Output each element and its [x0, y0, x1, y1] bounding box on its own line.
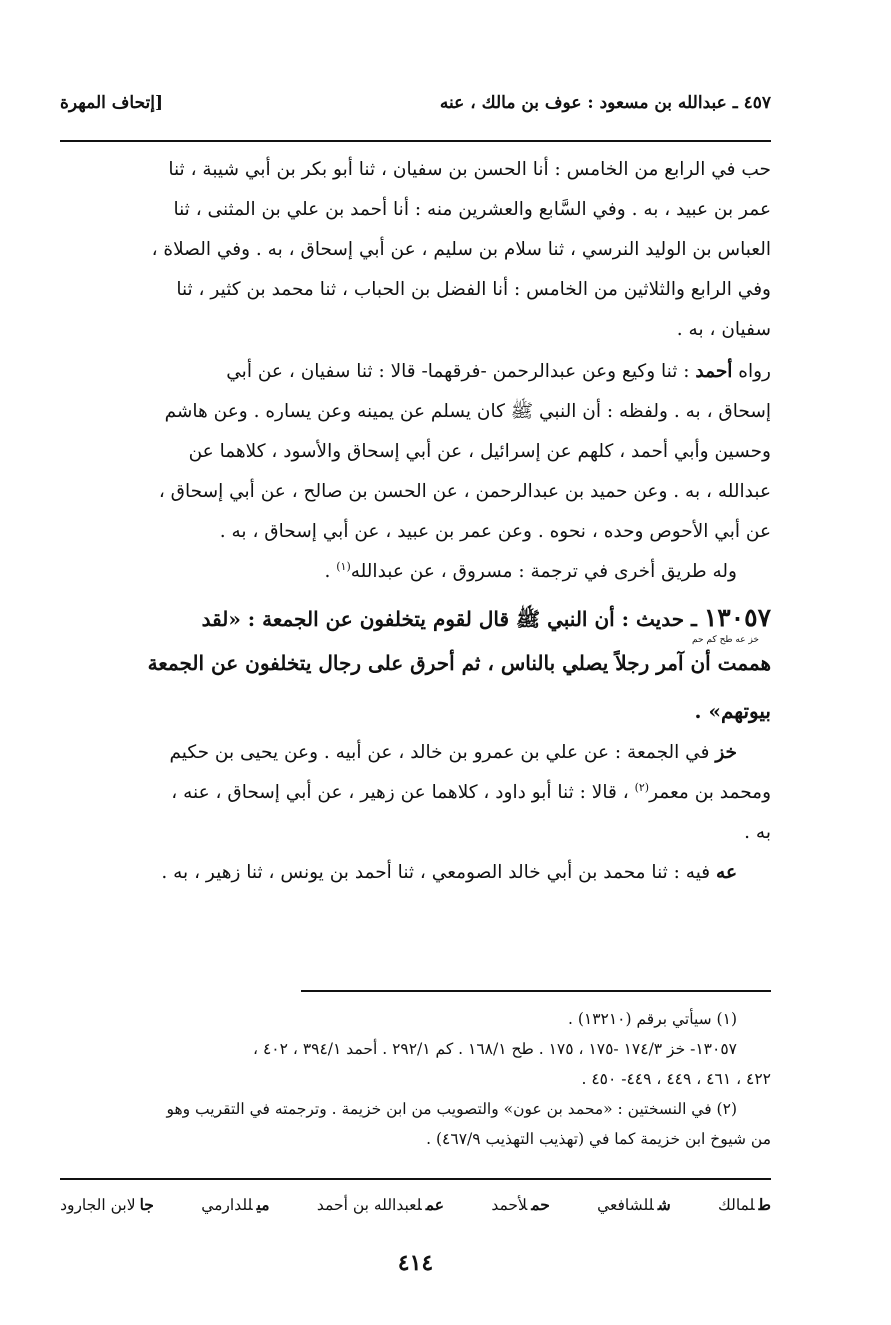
footnote: من شيوخ ابن خزيمة كما في (تهذيب التهذيب ٤٦٧/٩) . — [426, 1130, 771, 1148]
hadith-sigla: خز عه طح كم حم — [692, 635, 759, 645]
footnote: (١) سيأتي برقم (١٣٢١٠) . — [567, 1010, 737, 1028]
text-line: عمر بن عبيد ، به . وفي السَّابع والعشرين منه : أنا أحمد بن علي بن المثنى ، ثنا — [173, 199, 771, 220]
text-line: وله طريق أخرى في ترجمة : مسروق ، عن عبدالله$^{(١)}$ . — [324, 559, 737, 582]
text-line: وحسين وأبي أحمد ، كلهم عن إسرائيل ، عن أبي إسحاق والأسود ، كلاهما عن — [188, 441, 771, 462]
source-code: عه — [716, 862, 737, 883]
text-line: عبدالله ، به . وعن حميد بن عبدالرحمن ، عن الحسن بن صالح ، عن أبي إسحاق ، — [158, 481, 771, 502]
hadith-heading: ١٣٠٥٧ ـ حديث : أن النبي ﷺ قال لقوم يتخلفون عن الجمعة : «لقد — [201, 603, 771, 632]
text-line: عه فيه : ثنا محمد بن أبي خالد الصومعي ، ثنا أحمد بن يونس ، ثنا زهير ، به . — [161, 862, 737, 883]
text-line: وفي الرابع والثلاثين من الخامس : أنا الفضل بن الحباب ، ثنا محمد بن كثير ، ثنا — [176, 279, 771, 300]
text-line: حب في الرابع من الخامس : أنا الحسن بن سفيان ، ثنا أبو بكر بن أبي شيبة ، ثنا — [168, 159, 771, 180]
legend-item: ميللدارمي — [201, 1195, 270, 1214]
abbreviations-legend — [60, 1192, 771, 1218]
text-line: به . — [744, 822, 771, 843]
text-line: خز في الجمعة : عن علي بن عمرو بن خالد ، عن أبيه . وعن يحيى بن حكيم — [169, 742, 737, 763]
text-line: ومحمد بن معمر$^{(٢)}$ ، قالا : ثنا أبو داود ، كلاهما عن زهير ، عن أبي إسحاق ، عنه ، — [171, 780, 771, 803]
legend-item: حملأحمد — [491, 1195, 550, 1214]
legend-item: شللشافعي — [597, 1195, 671, 1214]
running-header — [60, 86, 771, 120]
document-page — [60, 0, 771, 1325]
text-line: إسحاق ، به . ولفظه : أن النبي ﷺ كان يسلم عن يمينه وعن يساره . وعن هاشم — [164, 401, 771, 422]
source-code: خز — [715, 742, 737, 763]
source-name: أحمد — [695, 361, 733, 382]
text-line: عن أبي الأحوص وحده ، نحوه . وعن عمر بن عبيد ، عن أبي إسحاق ، به . — [219, 521, 771, 542]
hadith-text-line: هممت أن آمر رجلاً يصلي بالناس ، ثم أحرق على رجال يتخلفون عن الجمعة — [147, 651, 771, 675]
header-divider — [60, 140, 771, 142]
legend-divider — [60, 1178, 771, 1180]
header-chapter-title: ٤٥٧ ـ عبدالله بن مسعود : عوف بن مالك ، عنه — [439, 93, 771, 113]
page-number: ٤١٤ — [397, 1250, 434, 1276]
legend-item: عملعبدالله بن أحمد — [316, 1195, 444, 1214]
hadith-text-line: بيوتهم» . — [694, 699, 771, 723]
legend-item: طلمالك — [718, 1195, 771, 1214]
text-line: رواه أحمد : ثنا وكيع وعن عبدالرحمن -فرقهما- قالا : ثنا سفيان ، عن أبي — [226, 361, 771, 382]
footnote: ١٣٠٥٧- خز ١٧٤/٣ -١٧٥ ، ١٧٥ . طح ١٦٨/١ . كم ٢٩٢/١ . أحمد ٣٩٤/١ ، ٤٠٢ ، — [253, 1040, 737, 1058]
header-book-title: [إتحاف المهرة — [60, 93, 164, 113]
main-text — [60, 150, 771, 893]
legend-item: جالابن الجارود — [60, 1195, 154, 1214]
text-line: سفيان ، به . — [676, 319, 771, 340]
footnotes — [60, 1004, 771, 1154]
hadith-number: ١٣٠٥٧ — [703, 603, 771, 632]
footnote: (٢) في النسختين : «محمد بن عون» والتصويب من ابن خزيمة . وترجمته في التقريب وهو — [166, 1100, 737, 1118]
footnote-ref: (١) — [336, 559, 351, 573]
text-line: العباس بن الوليد النرسي ، ثنا سلام بن سليم ، عن أبي إسحاق ، به . وفي الصلاة ، — [151, 239, 771, 260]
footnote: ٤٢٢ ، ٤٦١ ، ٤٤٩ ، ٤٤٩- ٤٥٠ . — [581, 1070, 771, 1088]
footnote-ref: (٢) — [634, 780, 650, 794]
footnote-divider — [301, 990, 771, 992]
